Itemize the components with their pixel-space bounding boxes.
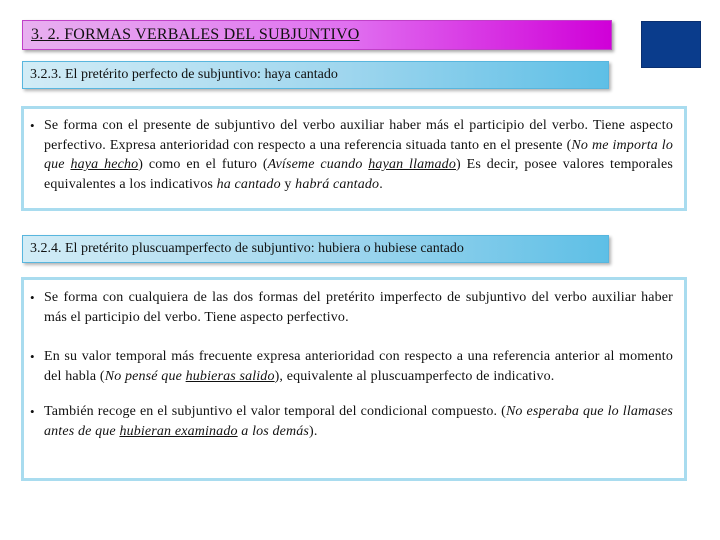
- example-verb: hayan llamado: [368, 157, 456, 172]
- text: ) como en el futuro (: [138, 157, 268, 172]
- example-text: No pensé que: [104, 368, 186, 384]
- text: ) Es decir, posee valores temporales equivalentes a los indicativos: [44, 157, 673, 192]
- section-heading: 3.2.3. El pretérito perfecto de subjuntivo: haya cantado: [30, 67, 338, 82]
- section-header-pluscuamperfecto: [22, 235, 609, 263]
- text: Se forma con cualquiera de las dos formas del pretérito imperfecto de subjuntivo del verbo auxiliar haber más el participio del verbo. Tiene aspecto perfectivo.: [44, 290, 673, 325]
- section-heading: 3.2.4. El pretérito pluscuamperfecto de subjuntivo: hubiera o hubiese cantado: [30, 241, 464, 256]
- content-box-pluscuamperfecto: [21, 277, 687, 481]
- text: En su valor temporal más frecuente expresa anterioridad con respecto a una referencia anterior al momento del habla (: [44, 349, 673, 384]
- section-header-perfecto: [22, 61, 609, 89]
- logo-square: [641, 21, 701, 68]
- bullet-item: [26, 116, 679, 194]
- content-box-perfecto: [21, 106, 687, 211]
- text: ), equivalente al pluscuamperfecto de indicativo.: [274, 368, 555, 384]
- page-title: 3. 2. FORMAS VERBALES DEL SUBJUNTIVO: [31, 26, 360, 43]
- example-text: No me importa lo que: [44, 137, 673, 172]
- example-text: ha cantado: [216, 176, 281, 192]
- example-verb: haya hecho: [70, 157, 139, 172]
- text: También recoge en el subjuntivo el valor temporal del condicional compuesto. (: [44, 404, 506, 419]
- page-title-bar: [22, 20, 612, 50]
- example-text: Avíseme cuando: [267, 157, 369, 172]
- example-text: No esperaba que lo llamases antes de que: [44, 404, 673, 439]
- bullet-item: [26, 288, 679, 327]
- bullet-item: [26, 402, 679, 441]
- text: Se forma con el presente de subjuntivo del verbo auxiliar haber más el participio del verbo. Tiene aspecto perfectivo. Expresa anterioridad con respecto a una referencia situada tanto en el presente (: [44, 118, 673, 153]
- text: .: [379, 176, 383, 192]
- text: ).: [309, 423, 318, 439]
- example-verb: hubieras salido: [185, 368, 275, 384]
- example-text: a los demás: [237, 423, 310, 439]
- bullet-item: [26, 347, 679, 386]
- example-text: habrá cantado: [295, 176, 380, 192]
- example-verb: hubieran examinado: [119, 423, 238, 439]
- text: y: [280, 176, 296, 192]
